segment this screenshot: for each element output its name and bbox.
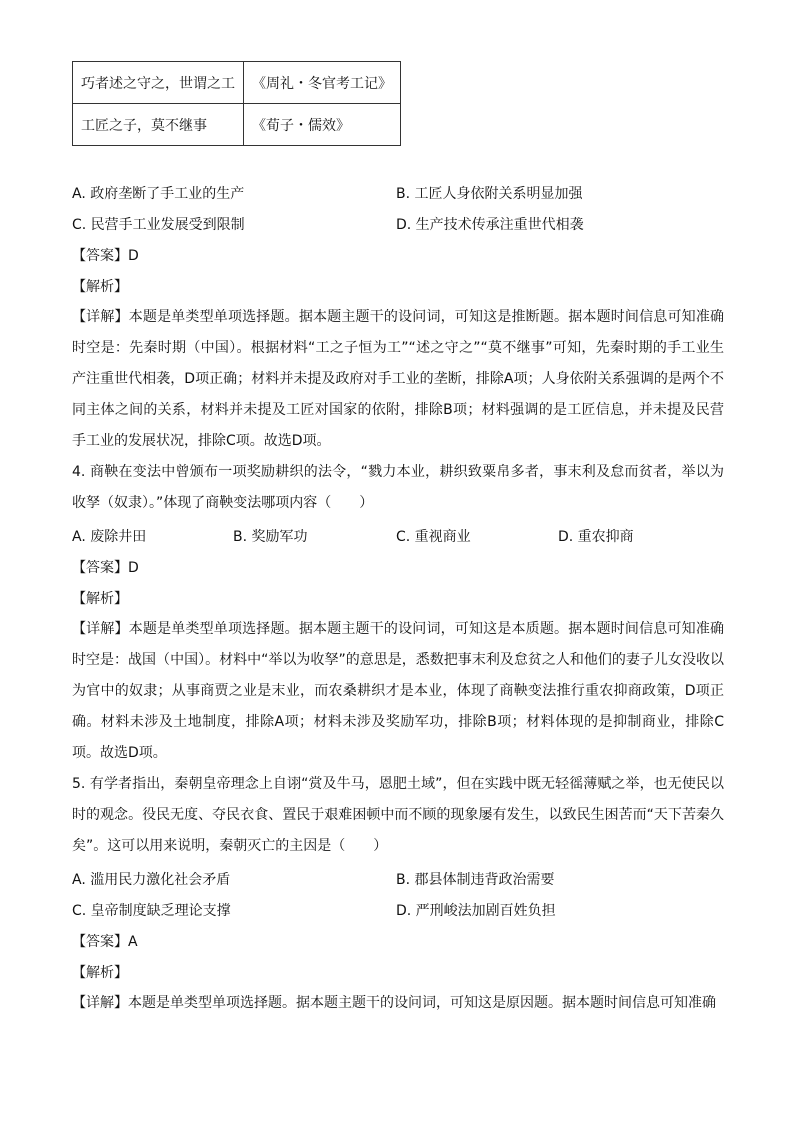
q3-analysis-label: 【解析】 [72,279,128,295]
q5-answer: 【答案】A [72,934,138,950]
q3-detail: 【详解】本题是单类型单项选择题。据本题主题干的设问词，可知这是推断题。据本题时间信息可知准确时空是：先秦时期（中国）。根据材料“工之子恒为工”“述之守之”“莫不继事”可知，先秦时期的手工业生产注重世代相袭，D项正确；材料并未提及政府对手工业的垄断，排除A项；人身依附关系强调的是两个不同主体之间的关系，材料并未提及工匠对国家的依附，排除B项；材料强调的是工匠信息，并未提及民营手工业的发展状况，排除C项。故选D项。 [72,309,724,449]
q4-analysis-label: 【解析】 [72,591,128,607]
q4-stem: 4. 商鞅在变法中曾颁布一项奖励耕织的法令，“戮力本业，耕织致粟帛多者，事末利及怠而贫者，举以为收孥（奴隶）。”体现了商鞅变法哪项内容（ ） [72,464,724,511]
q3-option-d: D. 生产技术传承注重世代相袭 [396,217,584,233]
table-row [73,62,401,104]
q4-detail: 【详解】本题是单类型单项选择题。据本题主题干的设问词，可知这是本质题。据本题时间信息可知准确时空是：战国（中国）。材料中“举以为收孥”的意思是，悉数把事末利及怠贫之人和他们的妻子儿女没收以为官中的奴隶；从事商贾之业是末业，而农桑耕织才是本业，体现了商鞅变法推行重农抑商政策，D项正确。材料未涉及土地制度，排除A项；材料未涉及奖励军功，排除B项；材料体现的是抑制商业，排除C项。故选D项。 [72,621,724,761]
q5-option-a: A. 滥用民力激化社会矛盾 [72,872,231,888]
q3-option-b: B. 工匠人身依附关系明显加强 [396,186,583,202]
q5-option-b: B. 郡县体制违背政治需要 [396,872,555,888]
q3-option-c: C. 民营手工业发展受到限制 [72,217,245,233]
source-table [72,61,401,146]
q4-option-b: B. 奖励军功 [233,529,308,545]
q4-option-a: A. 废除井田 [72,529,147,545]
table-cell: 工匠之子，莫不继事 [73,104,244,146]
q3-answer: 【答案】D [72,248,139,264]
q5-option-d: D. 严刑峻法加剧百姓负担 [396,903,556,919]
q4-answer: 【答案】D [72,560,139,576]
q5-option-c: C. 皇帝制度缺乏理论支撑 [72,903,231,919]
q4-option-d: D. 重农抑商 [558,529,634,545]
table-cell: 《荀子・儒效》 [244,104,401,146]
q5-analysis-label: 【解析】 [72,965,128,981]
table-row [73,104,401,146]
q5-detail: 【详解】本题是单类型单项选择题。据本题主题干的设问词，可知这是原因题。据本题时间信息可知准确 [72,995,716,1011]
q4-option-c: C. 重视商业 [396,529,471,545]
table-cell: 巧者述之守之，世谓之工 [73,62,244,104]
q5-stem: 5. 有学者指出，秦朝皇帝理念上自诩“赏及牛马，恩肥土域”，但在实践中既无轻徭薄赋之举，也无使民以时的观念。役民无度、夺民衣食、置民于艰难困顿中而不顾的现象屡有发生，以致民生困苦而“天下苦秦久矣”。这可以用来说明，秦朝灭亡的主因是（ ） [72,776,724,854]
q3-option-a: A. 政府垄断了手工业的生产 [72,186,245,202]
table-cell: 《周礼・冬官考工记》 [244,62,401,104]
